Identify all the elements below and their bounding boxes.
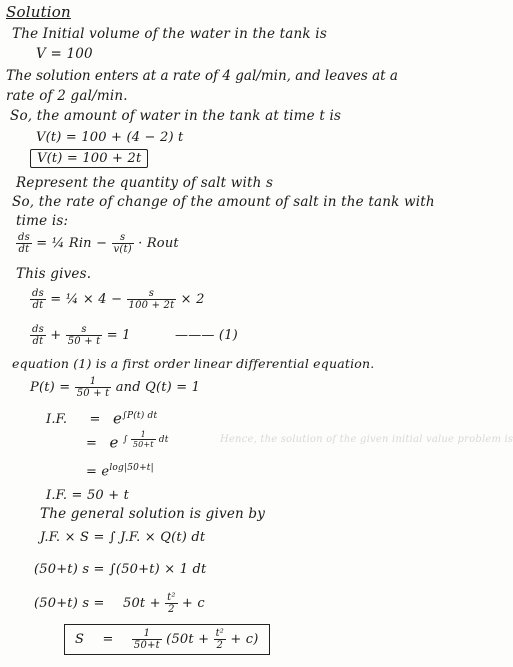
line-rate-change-salt: So, the rate of change of the amount of salt in the tank with [12, 194, 435, 210]
equation-pt-qt: P(t) = $\frac{1}{50 + t}$ and Q(t) = 1 [30, 376, 201, 399]
line-first-order: equation (1) is a first order linear differential equation. [12, 356, 375, 371]
equation-rate-general: $\frac{ds}{dt}$ = ¼ Rin − $\frac{s}{v(t)}$ · Rout [18, 232, 179, 255]
line-vt-boxed [30, 151, 148, 167]
line-time-is: time is: [16, 213, 69, 229]
line-this-gives: This gives. [16, 266, 92, 282]
frac-s-vt: $\frac{s}{v(t)}$ [113, 232, 132, 255]
frac-ds-dt-2: $\frac{ds}{dt}$ [32, 288, 44, 311]
boxed-vt: V(t) = 100 + 2t [30, 149, 148, 168]
frac-exp-1-50t: $\frac{1}{50+t}$ [132, 430, 154, 449]
equation-if-result: I.F. = 50 + t [46, 488, 130, 503]
frac-s-100-2t: $\frac{s}{100 + 2t}$ [128, 288, 175, 311]
equation-general-form: J.F. × S = ∫ J.F. × Q(t) dt [40, 530, 206, 545]
line-general-solution: The general solution is given by [40, 506, 266, 522]
equation-if-1: I.F. = $e^{\int P(t) dt}$ [46, 409, 158, 428]
final-answer-box: S = $\frac{1}{50+t}$ (50t + $\frac{\text{t²}}{2}$ + c) [64, 624, 270, 655]
line-represent-salt: Represent the quantity of salt with s [16, 175, 274, 191]
equation-if-2: = e $^{\int \frac{1}{50+t} dt}$ [86, 430, 169, 452]
frac-t2-2: $\frac{\text{t²}}{2}$ [167, 592, 176, 615]
frac-final-1-50t: $\frac{1}{50+t}$ [133, 628, 160, 651]
frac-ds-dt: $\frac{ds}{dt}$ [18, 232, 30, 255]
frac-s-50-t: $\frac{s}{50 + t}$ [67, 324, 101, 347]
line-v-equals-100: V = 100 [36, 46, 93, 62]
equation-linear-form: $\frac{ds}{dt}$ + $\frac{s}{50 + t}$ = 1 ——— (1) [32, 324, 238, 347]
line-vt-expression: V(t) = 100 + (4 − 2) t [36, 130, 184, 145]
equation-integrated: (50+t) s = 50t + $\frac{\text{t²}}{2}$ + c [34, 592, 205, 615]
frac-1-50-t: $\frac{1}{50 + t}$ [76, 376, 110, 399]
equation-rate-substituted: $\frac{ds}{dt}$ = ¼ × 4 − $\frac{s}{100 + 2t}$ × 2 [32, 288, 205, 311]
faint-watermark-text: Hence, the solution of the given initial value problem is [220, 434, 513, 445]
frac-ds-dt-3: $\frac{ds}{dt}$ [32, 324, 44, 347]
frac-final-t2-2: $\frac{\text{t²}}{2}$ [215, 628, 225, 651]
line-rate-out: rate of 2 gal/min. [6, 88, 128, 104]
equation-if-3: = $e^{log|50+t|}$ [86, 463, 154, 480]
equation-integral: (50+t) s = ∫(50+t) × 1 dt [34, 562, 207, 577]
line-rate-in-out: The solution enters at a rate of 4 gal/min, and leaves at a [6, 68, 398, 84]
line-initial-volume: The Initial volume of the water in the tank is [12, 26, 327, 42]
heading-solution: Solution [6, 3, 71, 21]
line-amount-water: So, the amount of water in the tank at time t is [10, 108, 342, 124]
equation-final-boxed [64, 624, 270, 655]
